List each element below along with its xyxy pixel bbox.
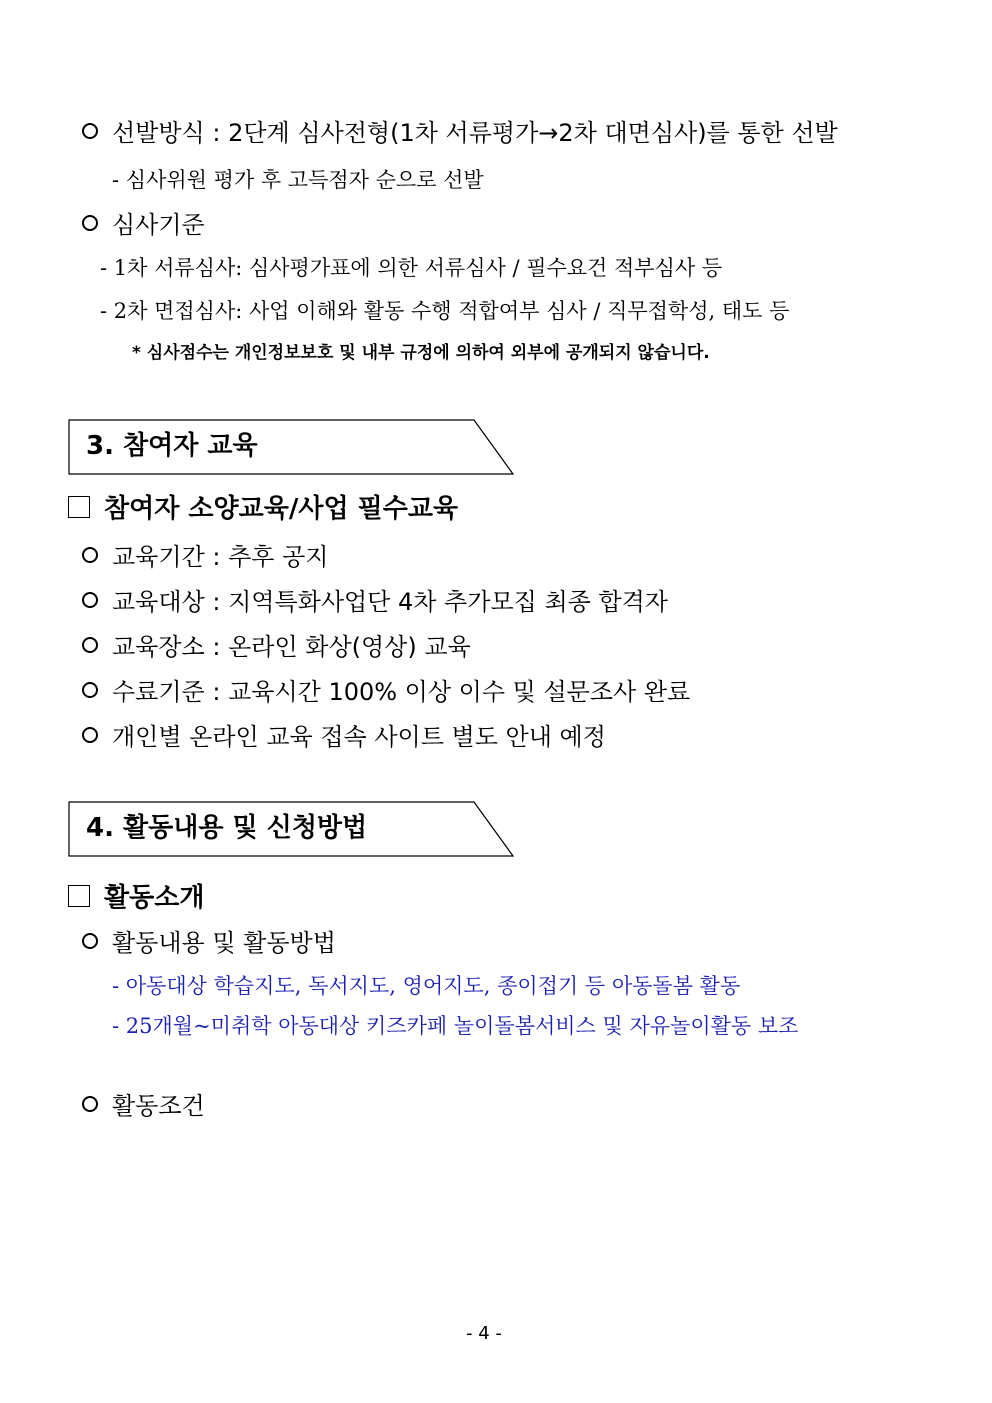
online-site-guide: 개인별 온라인 교육 접속 사이트 별도 안내 예정 [112, 723, 606, 751]
education-item [82, 722, 606, 752]
criteria-heading-item [82, 210, 205, 240]
section-3-subheading: 참여자 소양교육/사업 필수교육 [104, 494, 459, 524]
conditions-heading-item [82, 1091, 205, 1121]
circle-bullet-icon [82, 1096, 98, 1112]
education-item [82, 632, 471, 662]
education-period: 교육기간 : 추후 공지 [112, 543, 329, 571]
activity-line-1: - 아동대상 학습지도, 독서지도, 영어지도, 종이접기 등 아동돌봄 활동 [112, 974, 741, 998]
criteria-heading: 심사기준 [112, 211, 205, 239]
page-number: - 4 - [466, 1323, 502, 1344]
education-item [82, 677, 690, 707]
section-4-title: 4. 활동내용 및 신청방법 [86, 813, 368, 843]
selection-method-item [82, 118, 838, 148]
conditions-heading: 활동조건 [112, 1092, 205, 1120]
circle-bullet-icon [82, 637, 98, 653]
section-4-subheading-item [68, 882, 204, 914]
criteria-line-2: - 2차 면접심사: 사업 이해와 활동 수행 적합여부 심사 / 직무접학성, 태도 등 [100, 299, 790, 323]
activity-heading: 활동내용 및 활동방법 [112, 929, 336, 957]
education-item [82, 587, 668, 617]
criteria-line-1: - 1차 서류심사: 심사평가표에 의한 서류심사 / 필수요건 적부심사 등 [100, 256, 723, 280]
circle-bullet-icon [82, 727, 98, 743]
circle-bullet-icon [82, 123, 98, 139]
circle-bullet-icon [82, 933, 98, 949]
activity-heading-item [82, 928, 336, 958]
section-3-subheading-item [68, 493, 458, 525]
circle-bullet-icon [82, 682, 98, 698]
section-4-header [68, 801, 514, 857]
selection-method-text: 선발방식 : 2단계 심사전형(1차 서류평가→2차 대면심사)를 통한 선발 [112, 119, 838, 147]
completion-criteria: 수료기준 : 교육시간 100% 이상 이수 및 설문조사 완료 [112, 678, 691, 706]
education-target: 교육대상 : 지역특화사업단 4차 추가모집 최종 합격자 [112, 588, 668, 616]
education-place: 교육장소 : 온라인 화상(영상) 교육 [112, 633, 471, 661]
score-note: * 심사점수는 개인정보보호 및 내부 규정에 의하여 외부에 공개되지 않습니다. [132, 343, 710, 363]
square-bullet-icon [68, 496, 90, 518]
circle-bullet-icon [82, 592, 98, 608]
education-item [82, 542, 328, 572]
circle-bullet-icon [82, 547, 98, 563]
selection-method-sub: - 심사위원 평가 후 고득점자 순으로 선발 [112, 168, 484, 192]
square-bullet-icon [68, 885, 90, 907]
section-3-header [68, 419, 514, 475]
section-3-title: 3. 참여자 교육 [86, 431, 258, 461]
section-4-subheading: 활동소개 [104, 883, 205, 913]
circle-bullet-icon [82, 215, 98, 231]
activity-line-2: - 25개월~미취학 아동대상 키즈카페 놀이돌봄서비스 및 자유놀이활동 보조 [112, 1014, 799, 1038]
